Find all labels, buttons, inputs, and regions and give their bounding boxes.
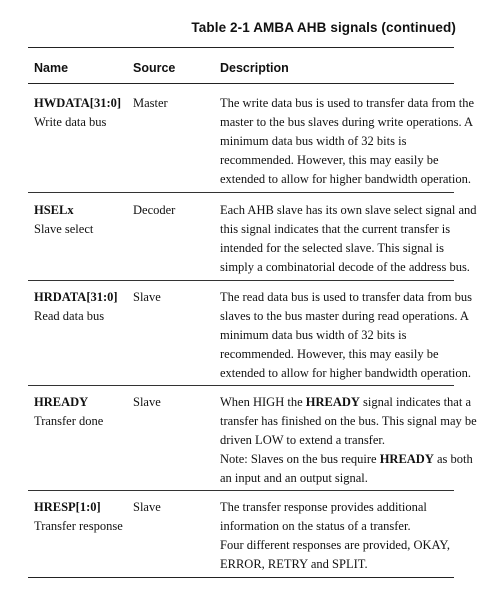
description-line: master to the bus slaves during write operations. A [220,115,474,129]
signal-name: HRESP[1:0] [34,500,101,514]
row-divider [28,192,454,193]
description-line: The transfer response provides additional [220,500,427,514]
signal-name: HREADY [34,395,89,409]
row-divider [28,385,454,386]
signal-subtitle: Write data bus [34,115,107,129]
signal-subtitle: Transfer done [34,414,104,428]
description-text: signal indicates that a [359,395,471,409]
signal-name-cell [34,201,126,239]
description-line: this signal indicates that the current transfer is [220,222,451,236]
signal-reference: HREADY [379,452,434,466]
signal-description [220,288,473,383]
signal-reference: HREADY [305,395,360,409]
signal-description [220,498,452,574]
signal-name-cell [34,94,126,132]
signal-source: Slave [133,500,161,514]
description-text: When HIGH the [220,395,306,409]
description-line: Four different responses are provided, OKAY, [220,538,450,552]
signal-description [220,393,477,488]
header-name: Name [34,61,69,75]
description-line: minimum data bus width of 32 bits is [220,328,407,342]
description-line: intended for the selected slave. This signal is [220,241,445,255]
table-bottom-rule [28,577,454,578]
signal-description [220,94,475,189]
signal-subtitle: Read data bus [34,309,105,323]
description-line: transfer has finished on the bus. This signal may be [220,414,477,428]
table-top-rule [28,47,454,48]
signal-subtitle: Slave select [34,222,94,236]
description-line: slaves to the bus master during read operations. A [220,309,469,323]
description-line [220,450,473,469]
table-title: Table 2-1 AMBA AHB signals (continued) [191,20,456,35]
signal-name-cell [34,288,126,326]
signal-name: HWDATA[31:0] [34,96,122,110]
description-line: recommended. However, this may easily be [220,347,439,361]
description-line: simply a combinatorial decode of the address bus. [220,260,470,274]
signal-name-cell [34,498,126,536]
description-line: driven LOW to extend a transfer. [220,433,385,447]
description-line: The write data bus is used to transfer data from the [220,96,475,110]
description-line: Each AHB slave has its own slave select signal and [220,203,477,217]
description-line: information on the status of a transfer. [220,519,411,533]
signal-source: Slave [133,290,161,304]
signal-name: HSELx [34,203,74,217]
signal-subtitle: Transfer response [34,519,123,533]
header-source: Source [133,61,176,75]
signal-description [220,201,477,277]
signal-source: Slave [133,395,161,409]
row-divider [28,490,454,491]
description-text: as both [433,452,473,466]
description-line: extended to allow for higher bandwidth operation. [220,172,471,186]
signal-source: Master [133,96,168,110]
signal-name-cell [34,393,126,431]
description-line: ERROR, RETRY and SPLIT. [220,557,368,571]
description-line: recommended. However, this may easily be [220,153,439,167]
row-divider [28,280,454,281]
signal-source: Decoder [133,203,176,217]
description-line: minimum data bus width of 32 bits is [220,134,407,148]
description-line [220,393,471,412]
description-text: Note: Slaves on the bus require [220,452,380,466]
header-description: Description [220,61,289,75]
description-line: extended to allow for higher bandwidth operation. [220,366,471,380]
description-line: an input and an output signal. [220,471,368,485]
signal-name: HRDATA[31:0] [34,290,118,304]
header-bottom-rule [28,83,454,84]
description-line: The read data bus is used to transfer data from bus [220,290,473,304]
